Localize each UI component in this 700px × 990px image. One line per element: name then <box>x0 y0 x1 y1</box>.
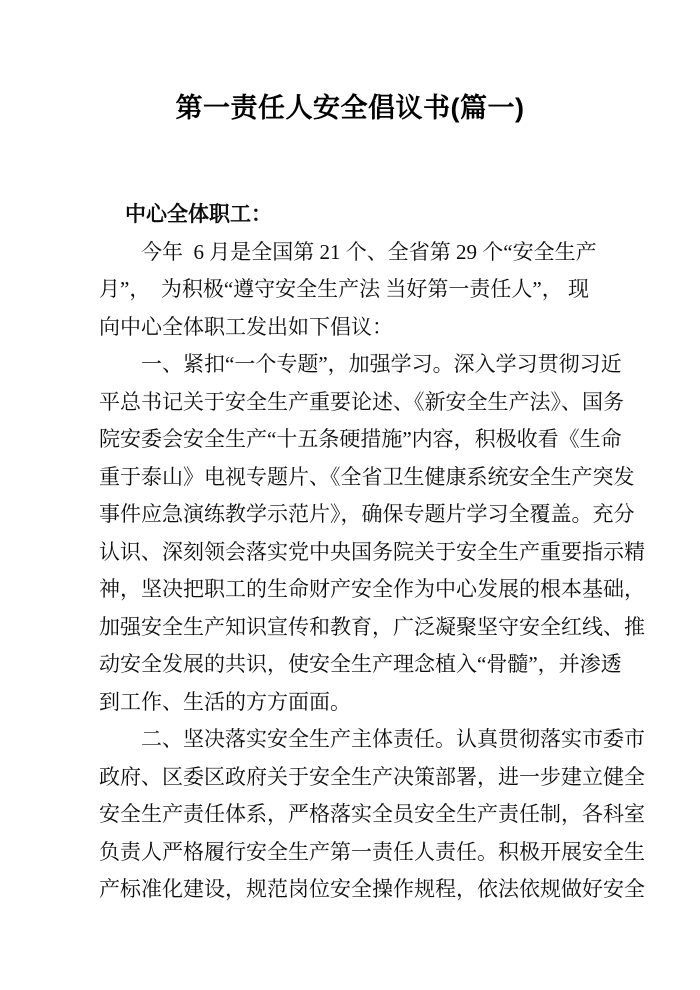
document-body <box>0 196 700 909</box>
body-line: 今年 6 月是全国第 21 个、全省第 29 个“安全生产 <box>141 239 597 264</box>
body-line: 重于泰山》电视专题片、《全省卫生健康系统安全生产突发 <box>99 464 635 489</box>
body-line: 神，坚决把职工的生命财产安全作为中心发展的根本基础， <box>99 577 645 601</box>
body-line: 政府、区委区政府关于安全生产决策部署，进一步建立健全 <box>99 764 645 789</box>
body-line: 向中心全体职工发出如下倡议： <box>99 314 393 339</box>
body-line: 动安全发展的共识，使安全生产理念植入“骨髓”，并渗透 <box>99 652 622 676</box>
body-line: 加强安全生产知识宣传和教育，广泛凝聚坚守安全红线、推 <box>99 614 645 639</box>
body-line: 一、紧扣“一个专题”，加强学习。深入学习贯彻习近 <box>141 352 622 376</box>
body-line: 负责人严格履行安全生产第一责任人责任。积极开展安全生 <box>99 839 645 864</box>
body-line: 认识、深刻领会落实党中央国务院关于安全生产重要指示精 <box>99 539 645 564</box>
body-line: 院安委会安全生产“十五条硬措施”内容，积极收看《生命 <box>99 427 622 451</box>
salutation: 中心全体职工： <box>125 203 272 226</box>
body-line: 二、坚决落实安全生产主体责任。认真贯彻落实市委市 <box>141 727 645 751</box>
body-line: 月”， 为积极“遵守安全生产法 当好第一责任人”， 现 <box>99 277 589 301</box>
body-line: 平总书记关于安全生产重要论述、《新安全生产法》、国务 <box>99 389 624 414</box>
body-line: 到工作、生活的方方面面。 <box>99 689 351 714</box>
document-title: 第一责任人安全倡议书(篇一) <box>175 93 525 123</box>
body-line: 事件应急演练教学示范片》，确保专题片学习全覆盖。充分 <box>99 502 635 526</box>
body-line: 安全生产责任体系，严格落实全员安全生产责任制，各科室 <box>99 802 645 826</box>
body-line: 产标准化建设，规范岗位安全操作规程，依法依规做好安全 <box>99 877 645 901</box>
